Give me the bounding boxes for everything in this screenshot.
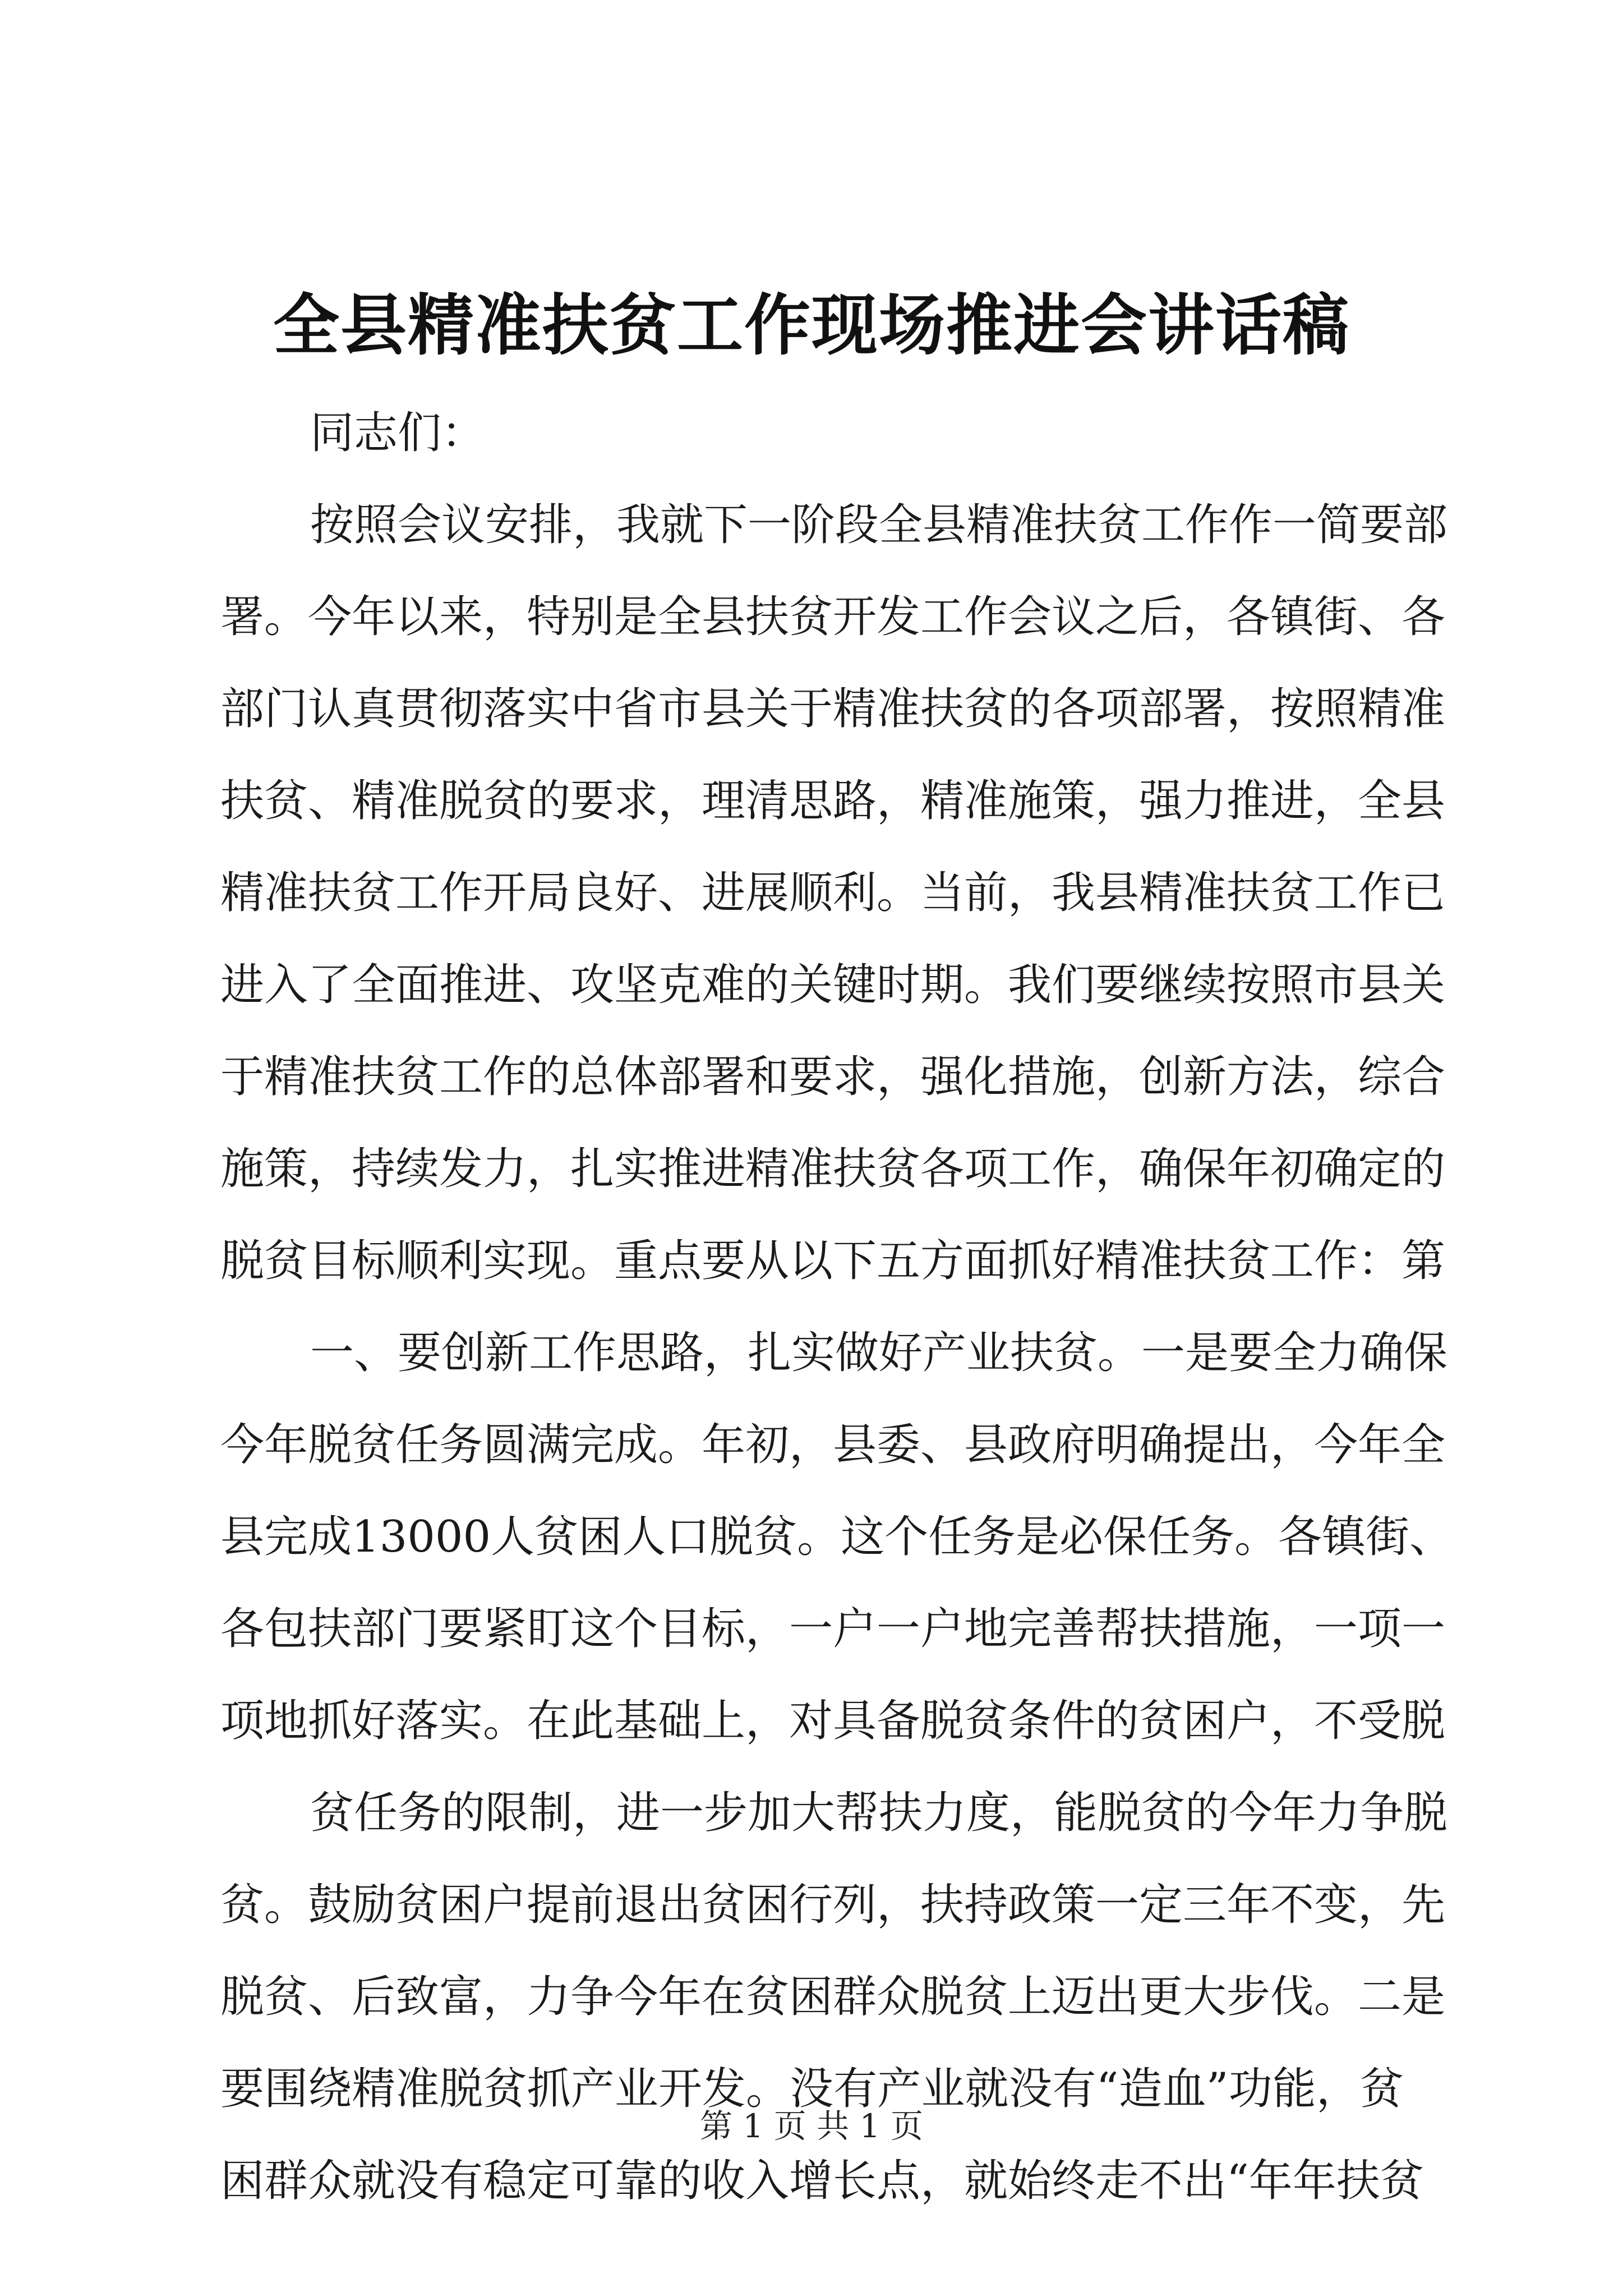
document-body <box>220 405 1454 2245</box>
paragraph-line: 于精准扶贫工作的总体部署和要求，强化措施，创新方法，综合 <box>220 1052 1446 1102</box>
paragraph-line: 脱贫、后致富，力争今年在贫困群众脱贫上迈出更大步伐。二是 <box>220 1972 1446 2022</box>
paragraph-line: 困群众就没有稳定可靠的收入增长点，就始终走不出“年年扶贫 <box>220 2156 1424 2206</box>
paragraph-line: 精准扶贫工作开局良好、进展顺利。当前，我县精准扶贫工作已 <box>220 868 1446 918</box>
paragraph-line: 扶贫、精准脱贫的要求，理清思路，精准施策，强力推进，全县 <box>220 776 1446 826</box>
paragraph-line: 县完成13000人贫困人口脱贫。这个任务是必保任务。各镇街、 <box>220 1512 1454 1562</box>
paragraph-line: 署。今年以来，特别是全县扶贫开发工作会议之后，各镇街、各 <box>220 592 1446 642</box>
paragraph-line: 部门认真贯彻落实中省市县关于精准扶贫的各项部署，按照精准 <box>220 684 1446 734</box>
paragraph-line: 脱贫目标顺利实现。重点要从以下五方面抓好精准扶贫工作：第 <box>220 1236 1446 1286</box>
paragraph-line: 贫任务的限制，进一步加大帮扶力度，能脱贫的今年力争脱 <box>310 1788 1448 1838</box>
paragraph-line: 一、要创新工作思路，扎实做好产业扶贫。一是要全力确保 <box>310 1328 1448 1378</box>
paragraph-line: 今年脱贫任务圆满完成。年初，县委、县政府明确提出，今年全 <box>220 1420 1446 1470</box>
paragraph-line: 要围绕精准脱贫抓产业开发。没有产业就没有“造血”功能，贫 <box>220 2064 1404 2114</box>
paragraph-line: 施策，持续发力，扎实推进精准扶贫各项工作，确保年初确定的 <box>220 1144 1446 1194</box>
paragraph-line: 各包扶部门要紧盯这个目标，一户一户地完善帮扶措施，一项一 <box>220 1604 1446 1654</box>
paragraph-line: 按照会议安排，我就下一阶段全县精准扶贫工作作一简要部 <box>310 500 1448 550</box>
document-title: 全县精准扶贫工作现场推进会讲话稿 <box>273 287 1350 364</box>
paragraph-line: 进入了全面推进、攻坚克难的关键时期。我们要继续按照市县关 <box>220 960 1446 1010</box>
paragraph-line: 贫。鼓励贫困户提前退出贫困行列，扶持政策一定三年不变，先 <box>220 1880 1446 1930</box>
page-footer: 第 1 页 共 1 页 <box>700 2107 923 2145</box>
salutation-line: 同志们： <box>310 408 486 458</box>
paragraph-line: 项地抓好落实。在此基础上，对具备脱贫条件的贫困户，不受脱 <box>220 1696 1446 1746</box>
